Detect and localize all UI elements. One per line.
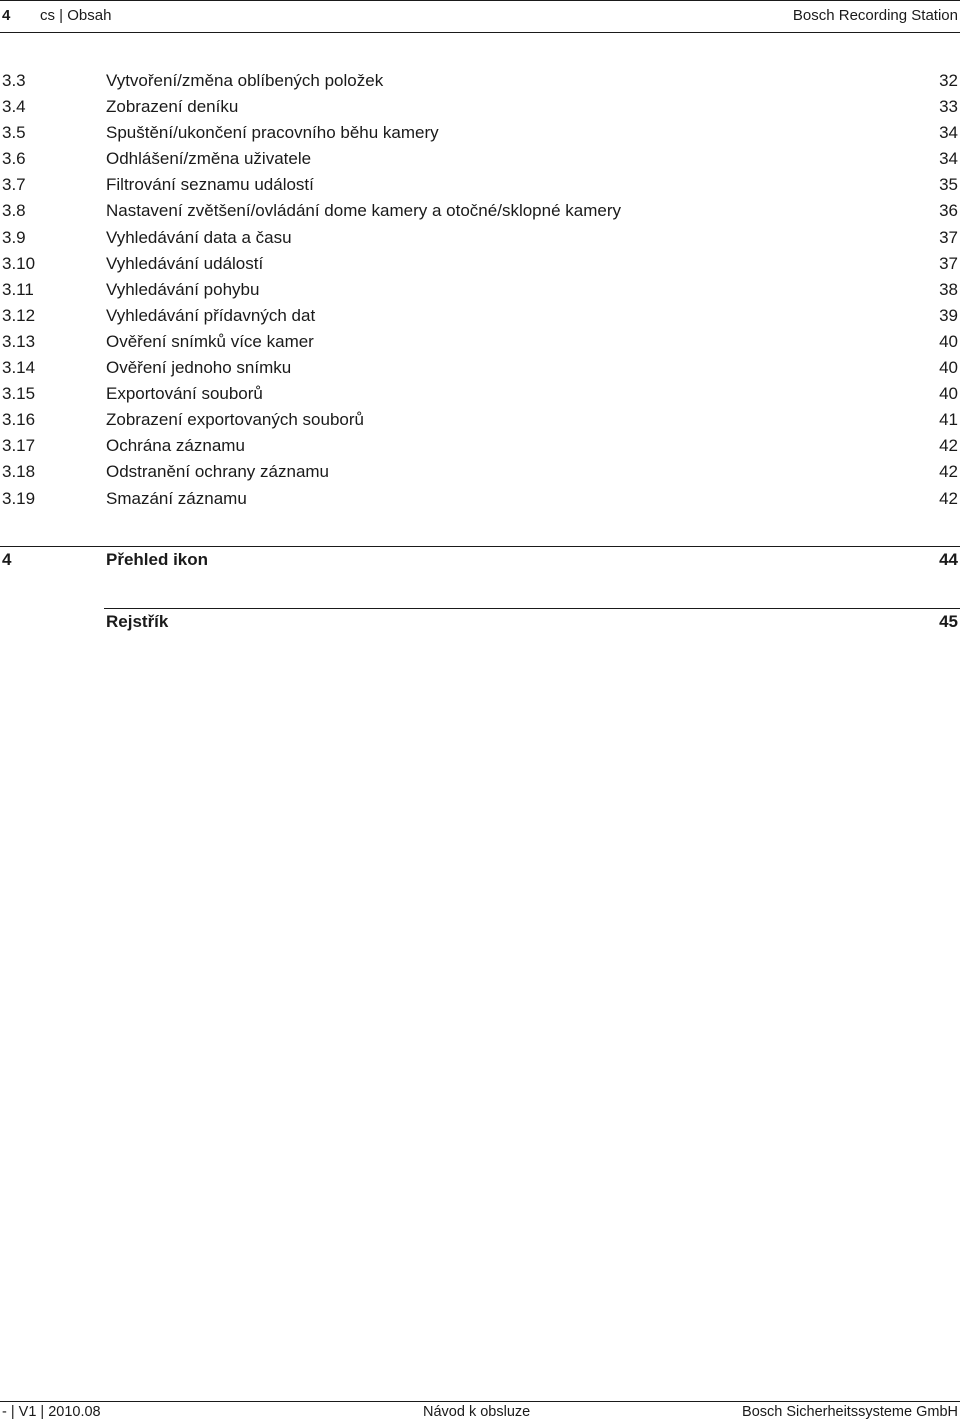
toc-entry-3-17[interactable]: [0, 433, 960, 459]
toc-entry-number: 3.8: [2, 201, 26, 221]
toc-entry-page: 36: [939, 201, 958, 221]
toc-entry-3-13[interactable]: [0, 329, 960, 355]
toc-entry-number: 3.17: [2, 436, 36, 456]
toc-entry-page: 38: [939, 279, 958, 299]
table-of-contents: [0, 68, 960, 512]
toc-entry-number: 3.10: [2, 253, 36, 273]
toc-entry-3-12[interactable]: [0, 303, 960, 329]
toc-entry-number: 3.6: [2, 149, 26, 169]
chapter-title: Rejstřík: [106, 612, 169, 631]
footer-document-type: Návod k obsluze: [423, 1404, 531, 1420]
toc-entry-3-8[interactable]: [0, 198, 960, 224]
toc-entry-3-14[interactable]: [0, 355, 960, 381]
toc-entry-number: 3.5: [2, 123, 26, 143]
page-footer: [0, 1401, 960, 1421]
product-name: Bosch Recording Station: [792, 7, 958, 24]
toc-entry-page: 35: [939, 175, 958, 195]
toc-entry-page: 42: [939, 462, 958, 482]
toc-entry-title: Exportování souborů: [106, 384, 263, 404]
toc-entry-number: 3.18: [2, 462, 36, 482]
chapter-divider: [104, 608, 960, 609]
page-number: 4: [2, 7, 11, 24]
toc-entry-title: Vytvoření/změna oblíbených položek: [106, 71, 384, 90]
page-header: [0, 0, 960, 33]
toc-entry-number: 3.11: [2, 279, 34, 299]
toc-entry-title: Odhlášení/změna uživatele: [106, 149, 312, 169]
toc-entry-page: 37: [939, 253, 958, 273]
toc-entry-page: 32: [939, 71, 958, 90]
toc-entry-number: 3.3: [2, 71, 26, 90]
toc-entry-page: 40: [939, 358, 958, 378]
toc-entry-3-16[interactable]: [0, 407, 960, 433]
toc-entry-3-10[interactable]: [0, 251, 960, 277]
toc-entry-3-7[interactable]: [0, 172, 960, 198]
toc-entry-page: 40: [939, 384, 958, 404]
toc-entry-page: 34: [939, 123, 958, 143]
toc-entry-title: Vyhledávání událostí: [106, 253, 264, 273]
toc-entry-page: 34: [939, 149, 958, 169]
toc-entry-title: Nastavení zvětšení/ovládání dome kamery a otočné/sklopné kamery: [106, 201, 621, 221]
toc-index[interactable]: [0, 608, 960, 638]
toc-entry-title: Zobrazení deníku: [106, 97, 239, 117]
toc-entry-3-6[interactable]: [0, 146, 960, 172]
section-label: cs | Obsah: [40, 7, 112, 24]
toc-entry-title: Spuštění/ukončení pracovního běhu kamery: [106, 123, 439, 143]
chapter-title: Přehled ikon: [106, 550, 209, 569]
chapter-page: 45: [939, 612, 958, 631]
toc-entry-number: 3.16: [2, 410, 36, 430]
toc-entry-3-18[interactable]: [0, 459, 960, 485]
toc-entry-title: Ověření jednoho snímku: [106, 358, 292, 378]
toc-entry-title: Odstranění ochrany záznamu: [106, 462, 330, 482]
toc-entry-page: 42: [939, 436, 958, 456]
toc-entry-title: Vyhledávání přídavných dat: [106, 305, 316, 325]
toc-entry-3-11[interactable]: [0, 277, 960, 303]
toc-entry-page: 41: [939, 410, 958, 430]
toc-entry-title: Zobrazení exportovaných souborů: [106, 410, 364, 430]
toc-entry-number: 3.19: [2, 488, 36, 508]
chapter-divider: [0, 546, 960, 547]
toc-entry-number: 3.12: [2, 305, 36, 325]
toc-entry-number: 3.4: [2, 97, 26, 117]
toc-entry-title: Smazání záznamu: [106, 488, 247, 508]
footer-company: Bosch Sicherheitssysteme GmbH: [742, 1404, 958, 1420]
toc-entry-title: Vyhledávání data a času: [106, 227, 292, 247]
toc-entry-page: 39: [939, 305, 958, 325]
toc-entry-3-3[interactable]: [0, 68, 960, 94]
toc-entry-number: 3.9: [2, 227, 26, 247]
toc-entry-page: 42: [939, 488, 958, 508]
toc-entry-title: Ověření snímků více kamer: [106, 331, 314, 351]
toc-entry-title: Filtrování seznamu událostí: [106, 175, 314, 195]
chapter-page: 44: [939, 550, 958, 569]
toc-entry-3-19[interactable]: [0, 486, 960, 512]
toc-entry-number: 3.15: [2, 384, 36, 404]
toc-entry-number: 3.7: [2, 175, 26, 195]
toc-entry-number: 3.13: [2, 331, 36, 351]
toc-entry-page: 40: [939, 331, 958, 351]
toc-entry-page: 37: [939, 227, 958, 247]
footer-version: - | V1 | 2010.08: [2, 1404, 101, 1420]
toc-entry-title: Vyhledávání pohybu: [106, 279, 260, 299]
toc-entry-number: 3.14: [2, 358, 36, 378]
toc-chapter-4[interactable]: [0, 546, 960, 576]
toc-entry-3-4[interactable]: [0, 94, 960, 120]
chapter-number: 4: [2, 550, 12, 569]
toc-entry-3-9[interactable]: [0, 225, 960, 251]
toc-entry-title: Ochrána záznamu: [106, 436, 245, 456]
toc-entry-3-15[interactable]: [0, 381, 960, 407]
toc-entry-3-5[interactable]: [0, 120, 960, 146]
toc-entry-page: 33: [939, 97, 958, 117]
